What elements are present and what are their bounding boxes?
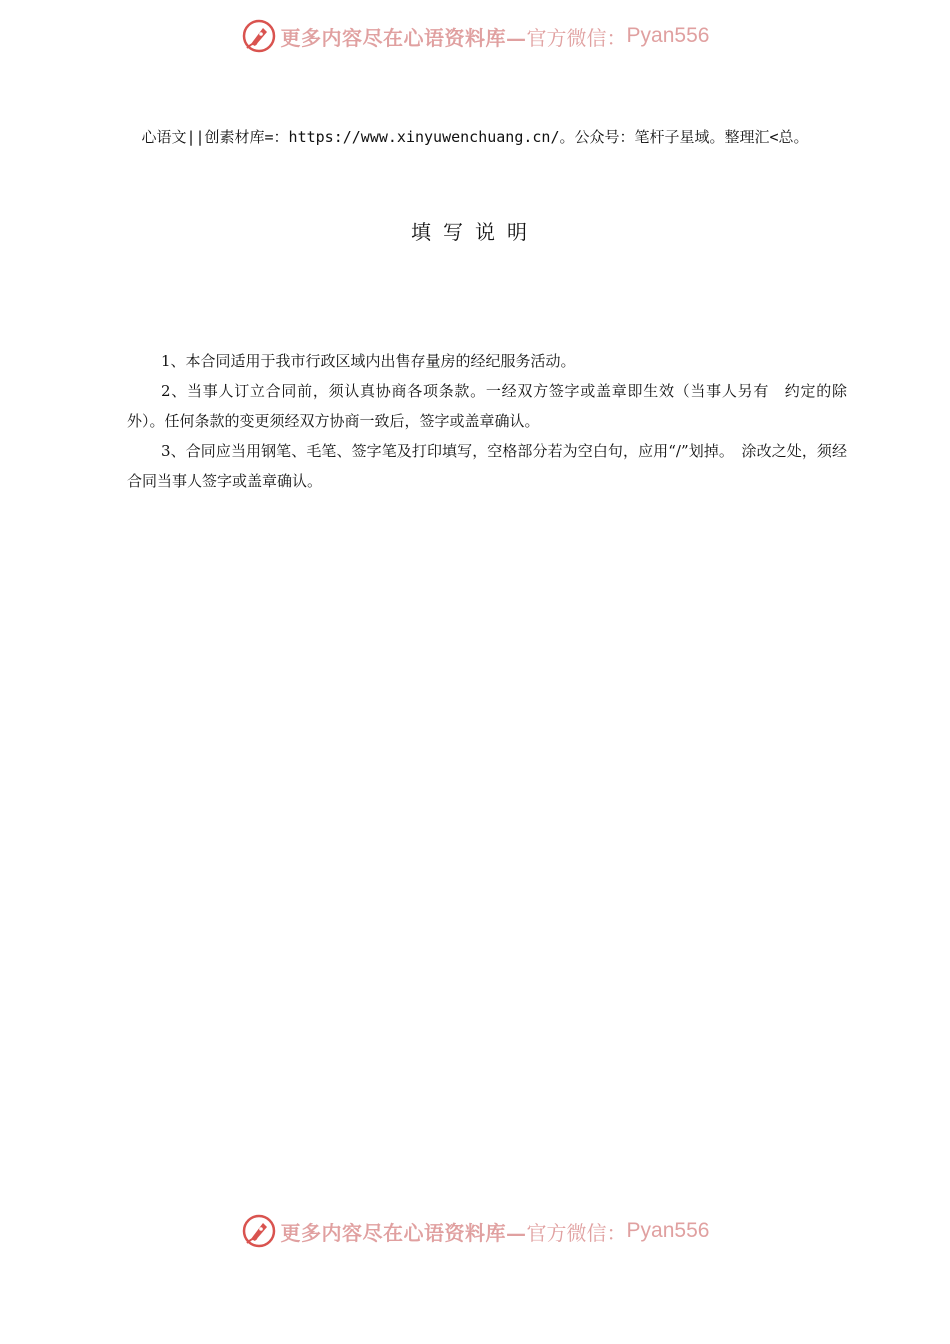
banner-wechat-label: 官方微信： <box>526 25 627 50</box>
banner-wechat-label: 官方微信： <box>526 1220 627 1245</box>
source-line: 心语文||创素材库=：https://www.xinyuwenchuang.cn/。公众号：笔杆子星域。整理汇<总。 <box>141 128 809 146</box>
banner-text: 更多内容尽在心语资料库— <box>280 25 527 50</box>
watermark-banner-top <box>0 16 950 56</box>
pen-nib-logo-icon <box>241 18 277 54</box>
pen-nib-logo-icon <box>241 1213 277 1249</box>
banner-wechat-id: Pyan556 <box>626 1219 710 1242</box>
banner-wechat-id: Pyan556 <box>626 24 710 47</box>
instruction-paragraph-3: 3、合同应当用钢笔、毛笔、签字笔及打印填写，空格部分若为空白句，应用“/”划掉。 涂改之处，须经合同当事人签字或盖章确认。 <box>127 442 847 490</box>
instruction-paragraph-1: 1、本合同适用于我市行政区域内出售存量房的经纪服务活动。 <box>161 352 576 370</box>
page-title: 填写说明 <box>411 220 539 244</box>
banner-text: 更多内容尽在心语资料库— <box>280 1220 527 1245</box>
instruction-paragraph-2: 2、当事人订立合同前，须认真协商各项条款。一经双方签字或盖章即生效（当事人另有 约定的除外）。任何条款的变更须经双方协商一致后，签字或盖章确认。 <box>127 382 847 430</box>
instructions-body <box>127 346 847 496</box>
watermark-banner-bottom <box>0 1211 950 1251</box>
